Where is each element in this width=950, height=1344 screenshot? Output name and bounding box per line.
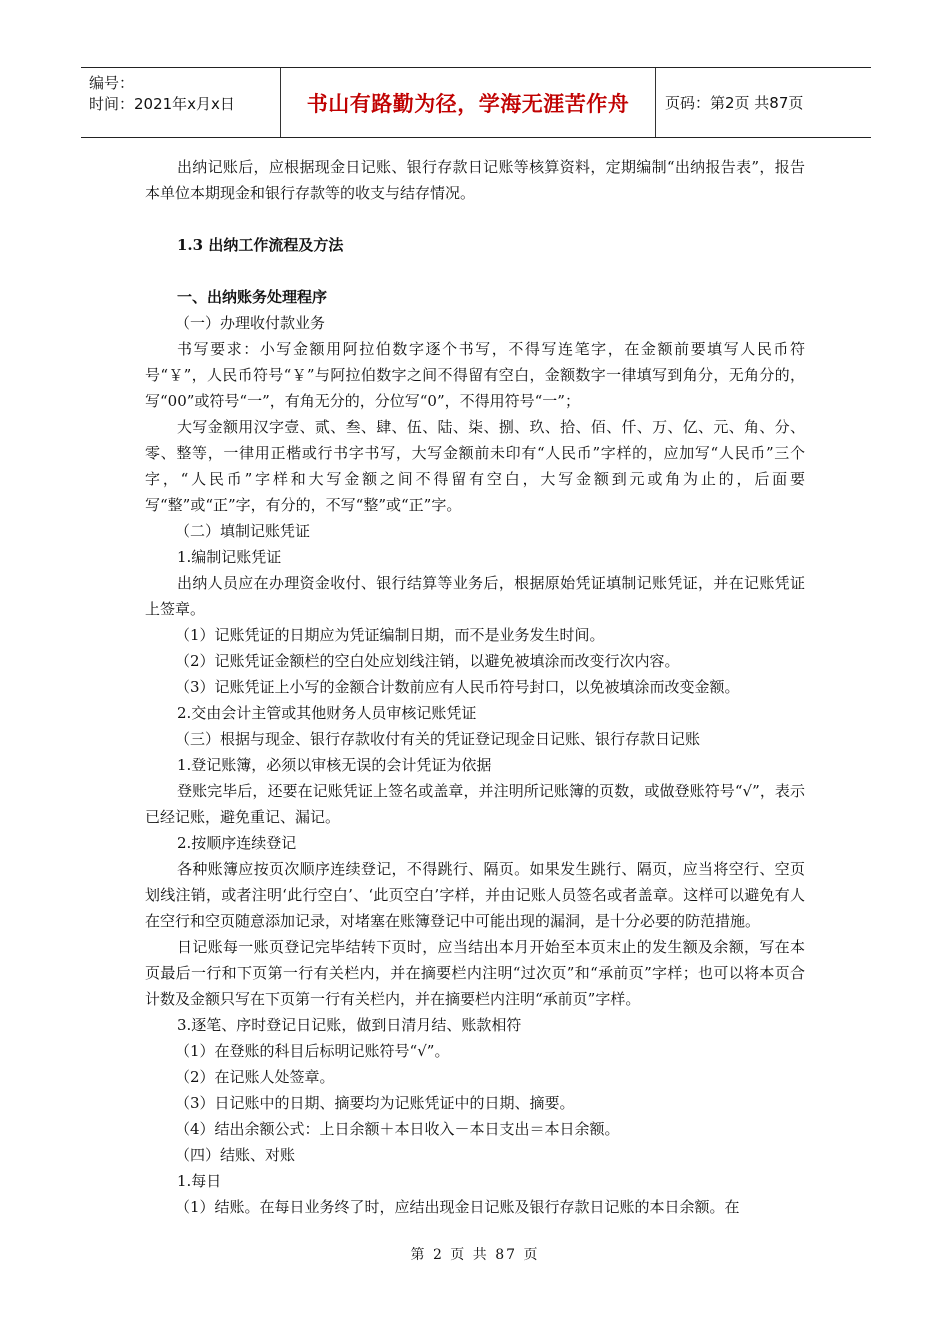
list-item: （1）记账凭证的日期应为凭证编制日期，而不是业务发生时间。 bbox=[175, 626, 605, 644]
sub-heading: （一）办理收付款业务 bbox=[175, 314, 326, 332]
numbered-item: 3.逐笔、序时登记日记账，做到日清月结、账款相符 bbox=[177, 1016, 522, 1034]
section-heading: 1.3 出纳工作流程及方法 bbox=[177, 236, 344, 254]
subsection-heading: 一、出纳账务处理程序 bbox=[177, 288, 328, 306]
header-page-cell bbox=[656, 68, 871, 137]
list-item: （1）在登账的科目后标明记账符号“√”。 bbox=[175, 1042, 450, 1060]
list-item: （3）记账凭证上小写的金额合计数前应有人民币符号封口，以免被填涂而改变金额。 bbox=[175, 678, 740, 696]
time-label: 时间：2021年x月x日 bbox=[89, 95, 235, 113]
list-item: （3）日记账中的日期、摘要均为记账凭证中的日期、摘要。 bbox=[175, 1094, 575, 1112]
paragraph: 书写要求：小写金额用阿拉伯数字逐个书写，不得写连笔字，在金额前要填写人民币符号“￥”，人民币符号“￥”与阿拉伯数字之间不得留有空白，金额数字一律填写到角分，无角分的，写“00”或符号“一”，有角无分的，分位写“0”，不得用符号“一”； bbox=[145, 340, 805, 410]
numbered-item: 2.交由会计主管或其他财务人员审核记账凭证 bbox=[177, 704, 477, 722]
sub-heading: （四）结账、对账 bbox=[175, 1146, 296, 1164]
sub-heading: （三）根据与现金、银行存款收付有关的凭证登记现金日记账、银行存款日记账 bbox=[175, 730, 701, 748]
numbered-item: 1.编制记账凭证 bbox=[177, 548, 282, 566]
paragraph: 登账完毕后，还要在记账凭证上签名或盖章，并注明所记账簿的页数，或做登账符号“√”，表示已经记账，避免重记、漏记。 bbox=[145, 782, 805, 826]
header-meta bbox=[81, 68, 281, 137]
paragraph: 出纳记账后，应根据现金日记账、银行存款日记账等核算资料，定期编制“出纳报告表”，报告本单位本期现金和银行存款等的收支与结存情况。 bbox=[145, 158, 805, 202]
header-motto: 书山有路勤为径，学海无涯苦作舟 bbox=[306, 91, 630, 116]
header-page-label: 页码：第2页 共87页 bbox=[665, 94, 804, 112]
list-item: （2）在记账人处签章。 bbox=[175, 1068, 335, 1086]
number-label: 编号： bbox=[89, 74, 135, 92]
list-item: （2）记账凭证金额栏的空白处应划线注销，以避免被填涂而改变行次内容。 bbox=[175, 652, 680, 670]
paragraph: 出纳人员应在办理资金收付、银行结算等业务后，根据原始凭证填制记账凭证，并在记账凭证上签章。 bbox=[145, 574, 805, 618]
paragraph: 大写金额用汉字壹、贰、叁、肆、伍、陆、柒、捌、玖、拾、佰、仟、万、亿、元、角、分、零、整等，一律用正楷或行书字书写，大写金额前未印有“人民币”字样的，应加写“人民币”三个字，“人民币”字样和大写金额之间不得留有空白，大写金额到元或角为止的，后面要写“整”或“正”字，有分的，不写“整”或“正”字。 bbox=[145, 418, 805, 514]
page-footer: 第 2 页 共 87 页 bbox=[410, 1247, 540, 1263]
header-motto-cell bbox=[281, 68, 656, 137]
numbered-item: 1.登记账簿，必须以审核无误的会计凭证为依据 bbox=[177, 756, 492, 774]
page-header bbox=[81, 67, 871, 138]
sub-heading: （二）填制记账凭证 bbox=[175, 522, 311, 540]
list-item: （4）结出余额公式：上日余额＋本日收入－本日支出＝本日余额。 bbox=[175, 1120, 620, 1138]
paragraph: 各种账簿应按页次顺序连续登记，不得跳行、隔页。如果发生跳行、隔页，应当将空行、空页划线注销，或者注明‘此行空白’、‘此页空白’字样，并由记账人员签名或者盖章。这样可以避免有人在空行和空页随意添加记录，对堵塞在账簿登记中可能出现的漏洞，是十分必要的防范措施。 bbox=[145, 860, 805, 930]
paragraph: 日记账每一账页登记完毕结转下页时，应当结出本月开始至本页末止的发生额及余额，写在本页最后一行和下页第一行有关栏内，并在摘要栏内注明“过次页”和“承前页”字样；也可以将本页合计数及金额只写在下页第一行有关栏内，并在摘要栏内注明“承前页”字样。 bbox=[145, 938, 805, 1008]
document-body bbox=[145, 154, 805, 1220]
numbered-item: 2.按顺序连续登记 bbox=[177, 834, 297, 852]
numbered-item: 1.每日 bbox=[177, 1172, 222, 1190]
list-item: （1）结账。在每日业务终了时，应结出现金日记账及银行存款日记账的本日余额。在 bbox=[175, 1198, 740, 1216]
